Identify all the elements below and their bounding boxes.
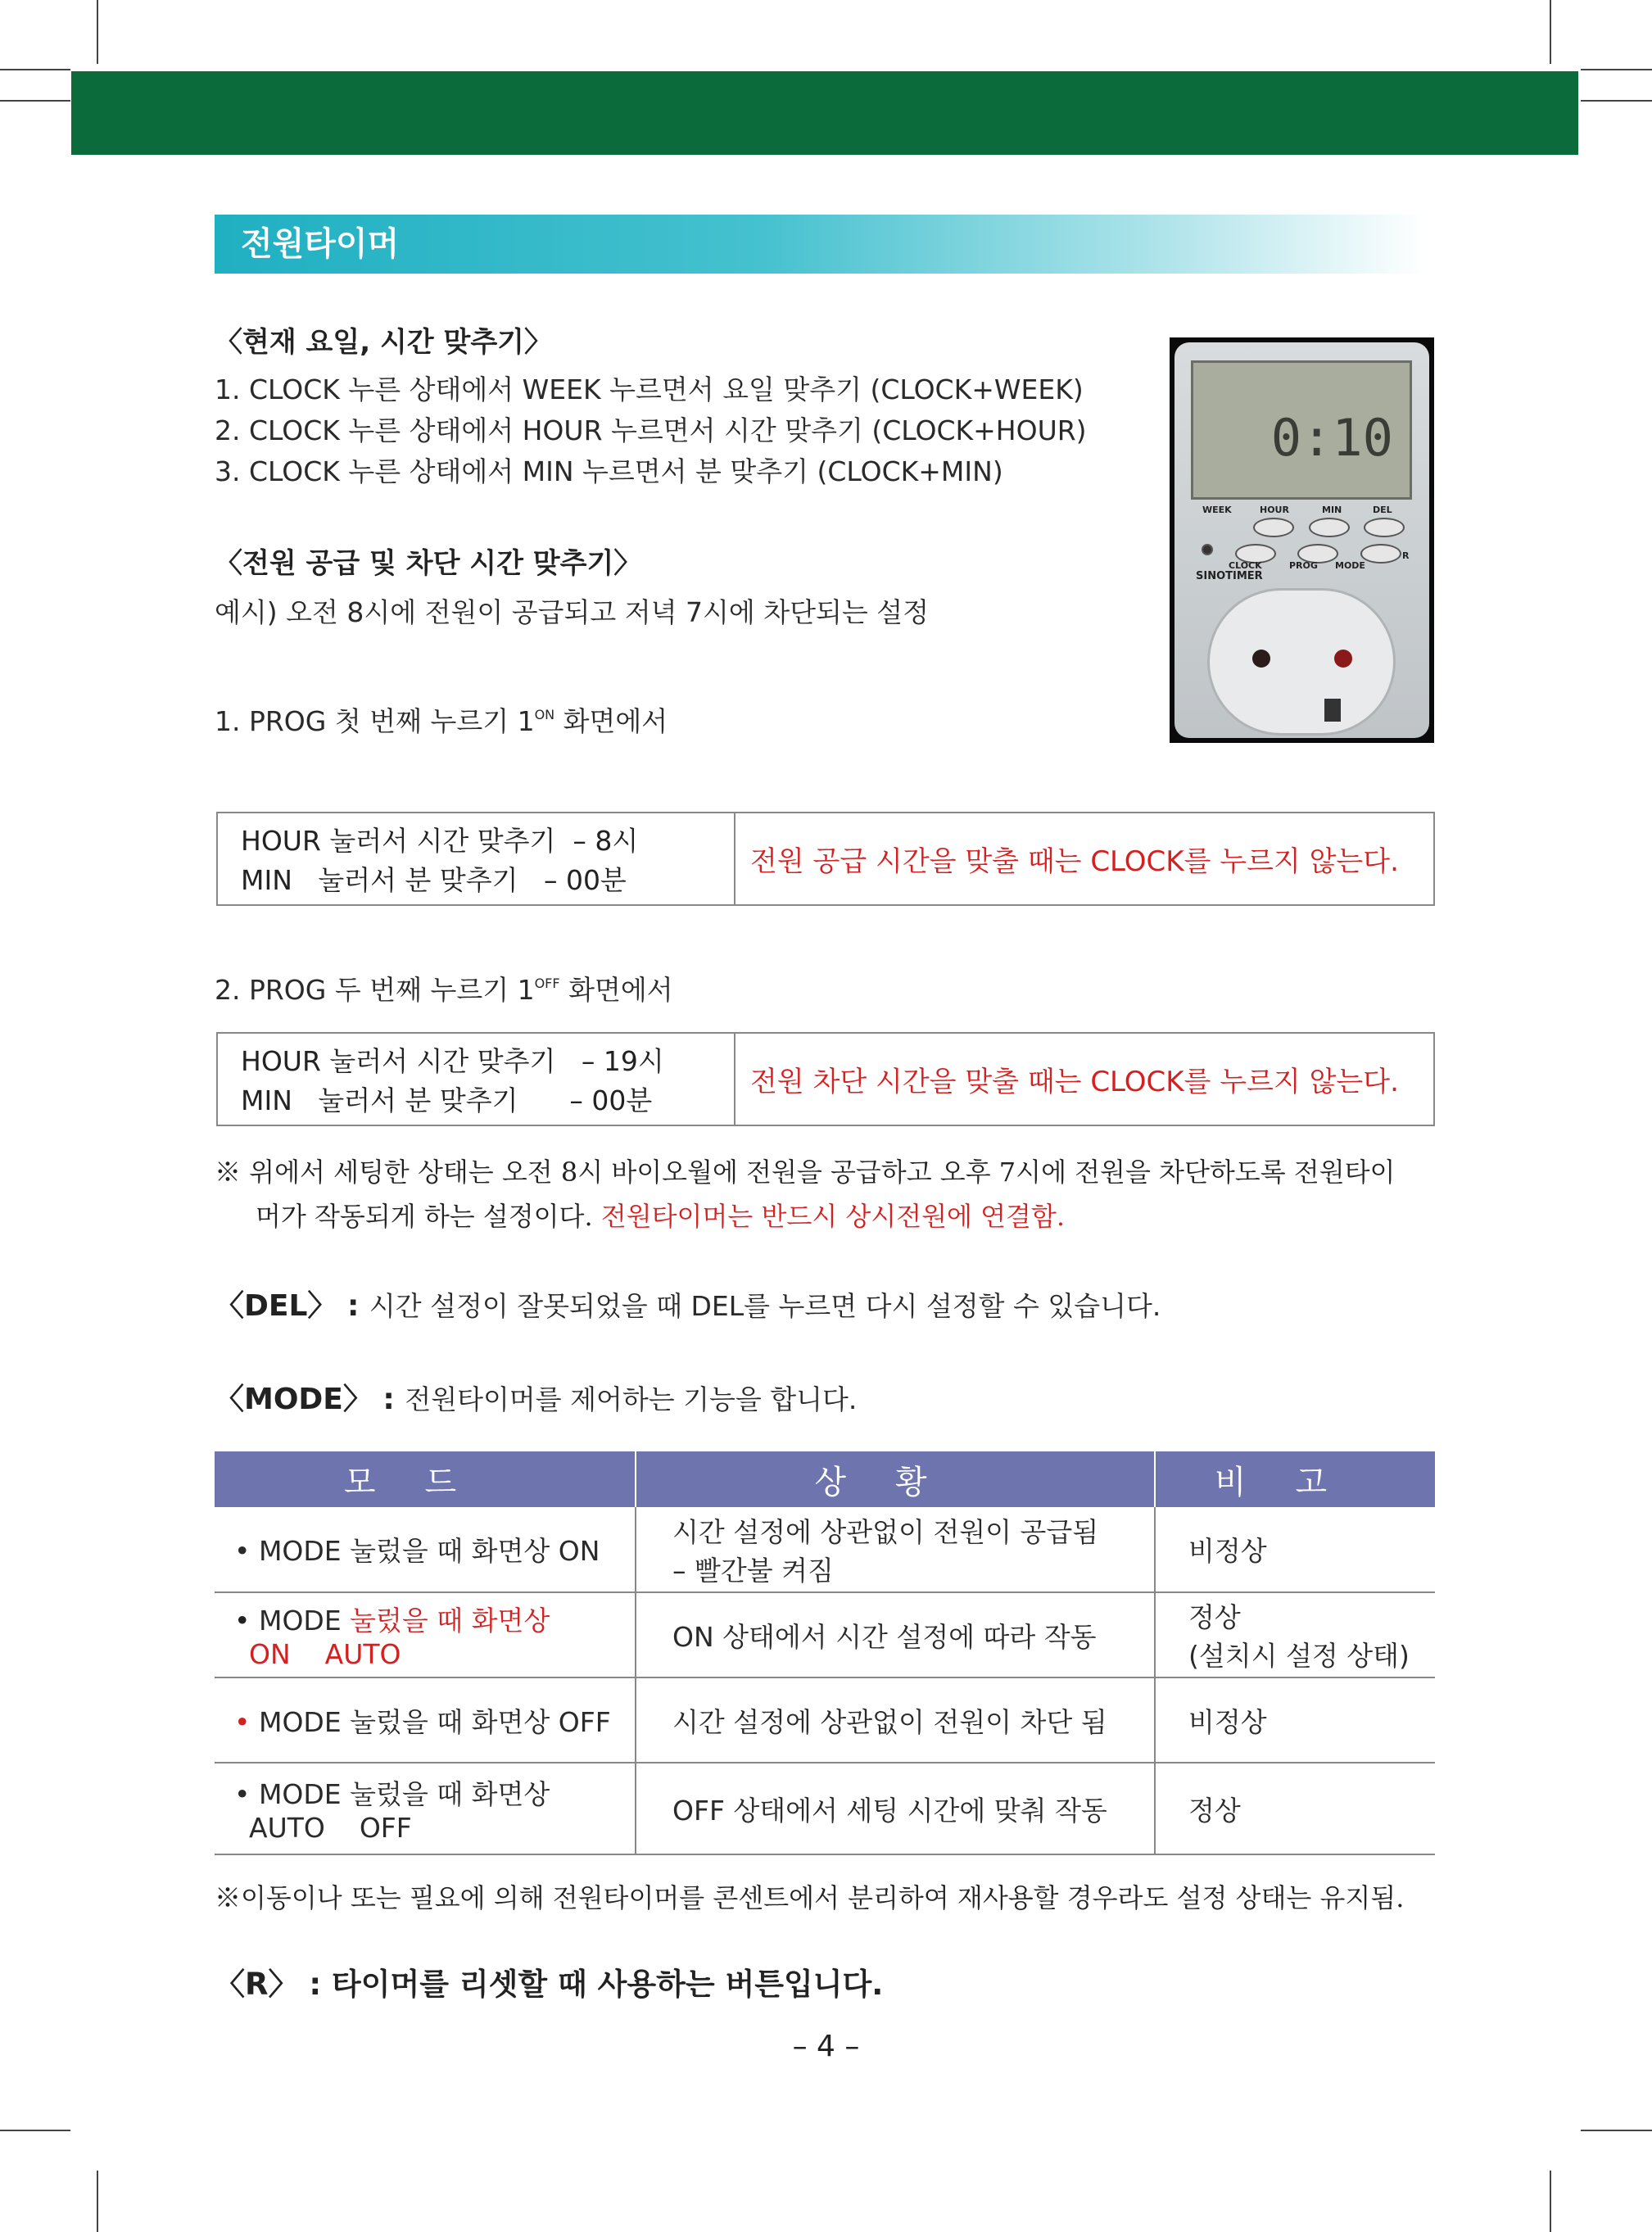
clock-line-1: 1. CLOCK 누른 상태에서 WEEK 누르면서 요일 맞추기 (CLOCK+WEEK)	[215, 374, 1084, 405]
lcd-time: 0:10	[1270, 408, 1393, 468]
step1-sup: ON	[534, 707, 555, 722]
power-example: 예시) 오전 8시에 전원이 공급되고 저녁 7시에 차단되는 설정	[215, 596, 929, 628]
step2-title	[215, 969, 673, 1007]
table-row	[215, 1677, 1435, 1763]
timer-device-image	[1170, 337, 1434, 743]
step1-min-line: MIN 눌러서 분 맞추기 – 00분	[241, 864, 627, 896]
crop-mark	[1581, 100, 1652, 102]
row3-mode	[215, 1677, 636, 1763]
row3-remark: 비정상	[1155, 1677, 1435, 1763]
device-button	[1253, 518, 1294, 537]
mode-text: 전원타이머를 제어하는 기능을 합니다.	[405, 1383, 858, 1415]
row4-mode-a: • MODE 눌렀을 때 화면상	[234, 1778, 550, 1810]
crop-mark	[1550, 0, 1551, 64]
reset-description: 〈R〉 : 타이머를 리셋할 때 사용하는 버튼입니다.	[215, 1967, 884, 2002]
step2-min-line: MIN 눌러서 분 맞추기 – 00분	[241, 1084, 653, 1116]
header-mode: 모드	[215, 1451, 636, 1507]
lcd-display	[1191, 360, 1412, 500]
mode-label: MODE	[1335, 560, 1365, 571]
row3-situation: 시간 설정에 상관없이 전원이 차단 됨	[636, 1677, 1155, 1763]
table-header-row	[215, 1451, 1435, 1507]
row2-mode-b: ON AUTO	[249, 1638, 401, 1670]
del-label: DEL	[1373, 505, 1392, 515]
row4-mode-b: AUTO OFF	[249, 1812, 412, 1844]
table-row	[215, 1763, 1435, 1854]
step1-post: 화면에서	[554, 705, 668, 737]
step1-hour-line: HOUR 눌러서 시간 맞추기 – 8시	[241, 825, 639, 857]
warning-plain: 머가 작동되게 하는 설정이다.	[256, 1201, 601, 1232]
power-socket	[1207, 588, 1396, 736]
table-row	[215, 1507, 1435, 1592]
clock-label: CLOCK	[1229, 560, 1262, 571]
row1-situation-b: – 빨간불 켜짐	[672, 1554, 834, 1587]
mode-description	[215, 1376, 857, 1418]
socket-hole	[1334, 650, 1352, 668]
step1-title	[215, 700, 668, 739]
header-remark: 비고	[1155, 1451, 1435, 1507]
step1-pre: 1. PROG 첫 번째 누르기 1	[215, 705, 535, 737]
step2-pre: 2. PROG 두 번째 누르기 1	[215, 974, 535, 1006]
row1-situation	[636, 1507, 1155, 1592]
table-row	[215, 1592, 1435, 1677]
socket-indicator	[1324, 699, 1341, 722]
device-button	[1360, 544, 1401, 564]
row2-remark	[1155, 1592, 1435, 1677]
row2-situation: ON 상태에서 시간 설정에 따라 작동	[636, 1592, 1155, 1677]
bullet: •	[234, 1705, 259, 1738]
row2-remark-a: 정상	[1188, 1601, 1241, 1633]
mode-head: 〈MODE〉 :	[215, 1383, 405, 1416]
row1-situation-a: 시간 설정에 상관없이 전원이 공급됨	[672, 1515, 1099, 1548]
step2-post: 화면에서	[559, 974, 673, 1006]
step1-box-left	[218, 813, 735, 904]
header-situation: 상황	[636, 1451, 1155, 1507]
del-description	[215, 1283, 1161, 1324]
warning-red: 전원타이머는 반드시 상시전원에 연결함.	[600, 1201, 1066, 1232]
min-label: MIN	[1322, 505, 1342, 515]
step2-box-left	[218, 1034, 735, 1125]
clock-line-3: 3. CLOCK 누른 상태에서 MIN 누르면서 분 맞추기 (CLOCK+MIN)	[215, 455, 1003, 487]
row1-mode: • MODE 눌렀을 때 화면상 ON	[215, 1507, 636, 1592]
prog-label: PROG	[1289, 560, 1318, 571]
device-button	[1309, 518, 1350, 537]
mode-table	[215, 1451, 1435, 1855]
page-number: – 4 –	[792, 2030, 860, 2063]
clock-heading: 〈현재 요일, 시간 맞추기〉	[215, 326, 553, 359]
crop-mark	[0, 2130, 70, 2131]
crop-mark	[0, 100, 70, 102]
step1-box	[216, 812, 1435, 906]
row2-mode-red: 눌렀을 때 화면상	[350, 1605, 550, 1637]
socket-hole	[1252, 650, 1270, 668]
table-note: ※이동이나 또는 필요에 의해 전원타이머를 콘센트에서 분리하여 재사용할 경우라도 설정 상태는 유지됨.	[215, 1882, 1405, 1913]
row2-mode	[215, 1592, 636, 1677]
device-button	[1202, 544, 1213, 555]
header-band	[71, 71, 1578, 155]
row4-situation: OFF 상태에서 세팅 시간에 맞춰 작동	[636, 1763, 1155, 1854]
step2-hour-line: HOUR 눌러서 시간 맞추기 – 19시	[241, 1045, 664, 1077]
crop-mark	[1581, 69, 1652, 70]
crop-mark	[97, 2171, 98, 2232]
del-head: 〈DEL〉 :	[215, 1289, 369, 1323]
crop-mark	[97, 0, 98, 64]
step2-note: 전원 차단 시간을 맞출 때는 CLOCK를 누르지 않는다.	[750, 1066, 1399, 1098]
warning-line-2	[256, 1196, 1065, 1234]
section-title: 전원타이머	[215, 215, 1427, 274]
clock-line-2: 2. CLOCK 누른 상태에서 HOUR 누르면서 시간 맞추기 (CLOCK+HOUR)	[215, 414, 1087, 446]
row2-mode-a: MODE	[258, 1605, 351, 1637]
week-label: WEEK	[1202, 505, 1232, 515]
step2-box	[216, 1032, 1435, 1126]
step2-sup: OFF	[534, 976, 560, 991]
device-button	[1364, 518, 1405, 537]
brand-logo: SINOTIMER	[1196, 570, 1263, 582]
crop-mark	[1581, 2130, 1652, 2131]
row2-remark-b: (설치시 설정 상태)	[1188, 1640, 1410, 1672]
row4-mode	[215, 1763, 636, 1854]
row1-remark: 비정상	[1155, 1507, 1435, 1592]
hour-label: HOUR	[1260, 505, 1289, 515]
row4-remark: 정상	[1155, 1763, 1435, 1854]
del-text: 시간 설정이 잘못되었을 때 DEL를 누르면 다시 설정할 수 있습니다.	[369, 1290, 1161, 1322]
row3-mode-a: MODE 눌렀을 때 화면상 OFF	[258, 1705, 611, 1738]
bullet: •	[234, 1605, 259, 1637]
crop-mark	[1550, 2171, 1551, 2232]
warning-line-1: ※ 위에서 세팅한 상태는 오전 8시 바이오월에 전원을 공급하고 오후 7시에 전원을 차단하도록 전원타이	[215, 1157, 1396, 1188]
device-button-row-top	[1191, 518, 1412, 537]
step1-note: 전원 공급 시간을 맞출 때는 CLOCK를 누르지 않는다.	[750, 845, 1399, 878]
crop-mark	[0, 69, 70, 70]
r-label: R	[1402, 550, 1410, 561]
power-heading: 〈전원 공급 및 차단 시간 맞추기〉	[215, 547, 642, 580]
